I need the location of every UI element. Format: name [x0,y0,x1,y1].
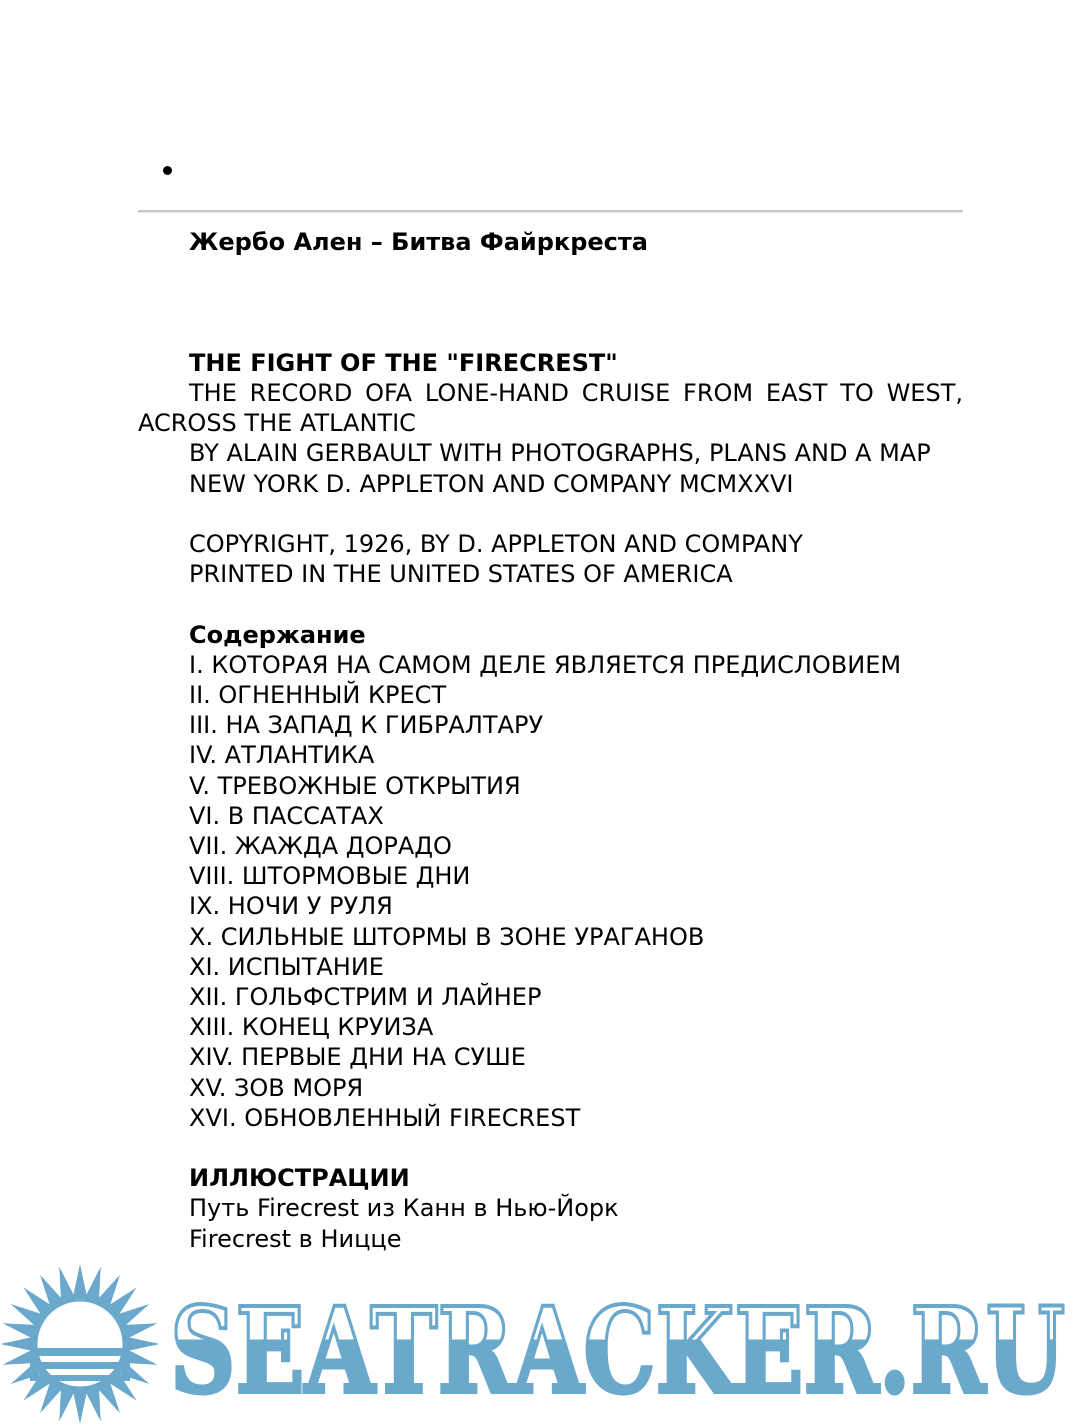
original-heading: THE FIGHT OF THE "FIRECREST" [189,348,618,377]
watermark [0,1262,1080,1425]
toc-item[interactable]: XIV. ПЕРВЫЕ ДНИ НА СУШЕ [189,1043,526,1072]
toc-item[interactable]: VI. В ПАССАТАХ [189,801,384,830]
illustration-item[interactable]: Путь Firecrest из Канн в Нью-Йорк [189,1194,619,1223]
toc-item[interactable]: IV. АТЛАНТИКА [189,741,375,770]
toc-item[interactable]: XII. ГОЛЬФСТРИМ И ЛАЙНЕР [189,983,542,1012]
toc-item[interactable]: X. СИЛЬНЫЕ ШТОРМЫ В ЗОНЕ УРАГАНОВ [189,922,705,951]
toc-item[interactable]: III. НА ЗАПАД К ГИБРАЛТАРУ [189,711,544,740]
book-title: Жербо Ален – Битва Файркреста [189,228,648,256]
original-subtitle: THE RECORD OFA LONE-HAND CRUISE FROM EAST TO WEST, ACROSS THE ATLANTIC [138,379,963,438]
toc-item[interactable]: II. ОГНЕННЫЙ КРЕСТ [189,681,447,709]
publisher-line: NEW YORK D. APPLETON AND COMPANY MCMXXVI [189,469,794,498]
bullet-icon [163,166,172,175]
contents-list [138,650,963,1133]
watermark-text: SEATRACKER.RU [170,1281,1065,1420]
toc-item[interactable]: XV. ЗОВ МОРЯ [189,1073,364,1102]
toc-item[interactable]: XVI. ОБНОВЛЕННЫЙ FIRECREST [189,1103,581,1132]
document-body [138,227,963,1254]
toc-item[interactable]: XIII. КОНЕЦ КРУИЗА [189,1013,434,1042]
contents-heading: Содержание [189,620,366,649]
sun-logo-icon [0,1264,160,1424]
illustrations-heading: ИЛЛЮСТРАЦИИ [189,1164,410,1193]
toc-item[interactable]: VIII. ШТОРМОВЫЕ ДНИ [189,862,471,891]
toc-item[interactable]: V. ТРЕВОЖНЫЕ ОТКРЫТИЯ [189,771,521,800]
illustration-item[interactable]: Firecrest в Ницце [189,1224,402,1253]
toc-item[interactable]: VII. ЖАЖДА ДОРАДО [189,832,452,861]
toc-item[interactable]: I. КОТОРАЯ НА САМОМ ДЕЛЕ ЯВЛЯЕТСЯ ПРЕДИСЛОВИЕМ [189,650,902,679]
toc-item[interactable]: XI. ИСПЫТАНИЕ [189,952,384,981]
toc-item[interactable]: IX. НОЧИ У РУЛЯ [189,892,393,921]
copyright-line: COPYRIGHT, 1926, BY D. APPLETON AND COMPANY [189,530,803,558]
printed-line: PRINTED IN THE UNITED STATES OF AMERICA [189,560,733,589]
author-line: BY ALAIN GERBAULT WITH PHOTOGRAPHS, PLANS AND A MAP [189,439,931,468]
horizontal-rule [138,210,963,213]
